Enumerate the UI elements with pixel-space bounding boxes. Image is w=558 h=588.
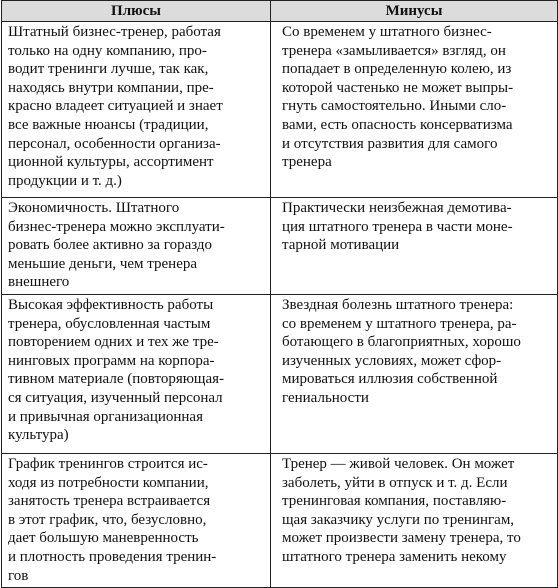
text-line: и плотность проведения тренин-: [8, 548, 217, 565]
text-line: тарной мотивации: [282, 237, 400, 254]
text-line: ходя из потребности компании,: [8, 474, 209, 491]
text-line: водит тренинги лучше, так как,: [8, 61, 209, 78]
text-line: изученных условиях, может сфор-: [282, 352, 502, 369]
text-line: График тренингов строится ис-: [8, 455, 208, 472]
text-line: гнуть самостоятельно. Иными сло-: [282, 98, 507, 115]
text-line: все важные нюансы (традиции,: [8, 116, 209, 133]
pros-cell: [2, 198, 271, 295]
table-row: [2, 294, 558, 453]
text-line: которой частенько не может выпры-: [282, 79, 514, 96]
text-line: ся ситуация, изученный персонал: [8, 389, 223, 406]
pros-cons-table: [1, 0, 558, 588]
text-line: дает большую маневренность: [8, 530, 199, 547]
text-line: повторением одних и тех же тре-: [8, 334, 219, 351]
text-line: тренера «замыливается» взгляд, он: [282, 42, 506, 59]
text-line: продукции и т. д.): [8, 172, 122, 189]
text-line: тренера: [282, 154, 332, 171]
text-line: Со временем у штатного бизнес-: [282, 24, 492, 40]
text-line: ция штатного тренера в части моне-: [282, 218, 513, 235]
text-line: тренинговая компания, поставляю-: [282, 493, 507, 510]
text-line: вами, есть опасность консерватизма: [282, 116, 513, 133]
text-line: гов: [8, 567, 29, 584]
text-line: ботающего в благоприятных, хорошо: [282, 334, 521, 351]
text-line: Звездная болезнь штатного тренера:: [282, 296, 514, 313]
text-line: гениальности: [282, 389, 369, 406]
text-line: Штатный бизнес-тренер, работая: [8, 24, 221, 40]
text-line: только на одну компанию, про-: [8, 42, 207, 59]
text-line: заболеть, уйти в отпуск и т. д. Если: [282, 474, 508, 491]
text-line: штатного тренера заменить некому: [282, 548, 507, 565]
cons-cell: [271, 198, 558, 295]
text-line: попадает в определенную колею, из: [282, 61, 512, 78]
text-line: Экономичность. Штатного: [8, 200, 180, 216]
pros-cell: [2, 294, 271, 453]
text-line: и отсутствия развития для самого: [282, 135, 498, 152]
text-line: занятость тренера встраивается: [8, 493, 211, 510]
header-cons: Минусы: [271, 1, 558, 22]
cons-cell: [271, 453, 558, 587]
text-line: и привычная организационная: [8, 408, 203, 425]
text-line: Высокая эффективность работы: [8, 296, 214, 313]
text-line: со временем у штатного тренера, ра-: [282, 315, 517, 332]
cons-cell: [271, 22, 558, 198]
pros-cell: [2, 22, 271, 198]
text-line: Практически неизбежная демотива-: [282, 200, 512, 216]
text-line: меньшие деньги, чем тренера: [8, 255, 198, 272]
text-line: тренера, обусловленная частым: [8, 315, 211, 332]
text-line: бизнес-тренера можно эксплуати-: [8, 218, 225, 235]
text-line: ровать более активно за гораздо: [8, 237, 213, 254]
text-line: ционной культуры, ассортимент: [8, 154, 214, 171]
table-row: [2, 198, 558, 295]
text-line: красно владеет ситуацией и знает: [8, 98, 223, 115]
text-line: внешнего: [8, 274, 70, 291]
text-line: находясь внутри компании, пре-: [8, 79, 214, 96]
table-row: [2, 22, 558, 198]
text-line: мироваться иллюзия собственной: [282, 371, 498, 388]
text-line: культура): [8, 427, 69, 444]
text-line: Тренер — живой человек. Он может: [282, 455, 515, 472]
text-line: нинговых программ на корпора-: [8, 352, 215, 369]
text-line: может произвести замену тренера, то: [282, 530, 521, 547]
header-pros: Плюсы: [2, 1, 271, 22]
cons-cell: [271, 294, 558, 453]
table-row: [2, 453, 558, 587]
text-line: тивном материале (повторяющая-: [8, 371, 225, 388]
text-line: в этот график, что, безусловно,: [8, 511, 207, 528]
text-line: персонал, особенности организа-: [8, 135, 221, 152]
pros-cell: [2, 453, 271, 587]
text-line: щая заказчику услуги по тренингам,: [282, 511, 515, 528]
table-header-row: [2, 1, 558, 22]
